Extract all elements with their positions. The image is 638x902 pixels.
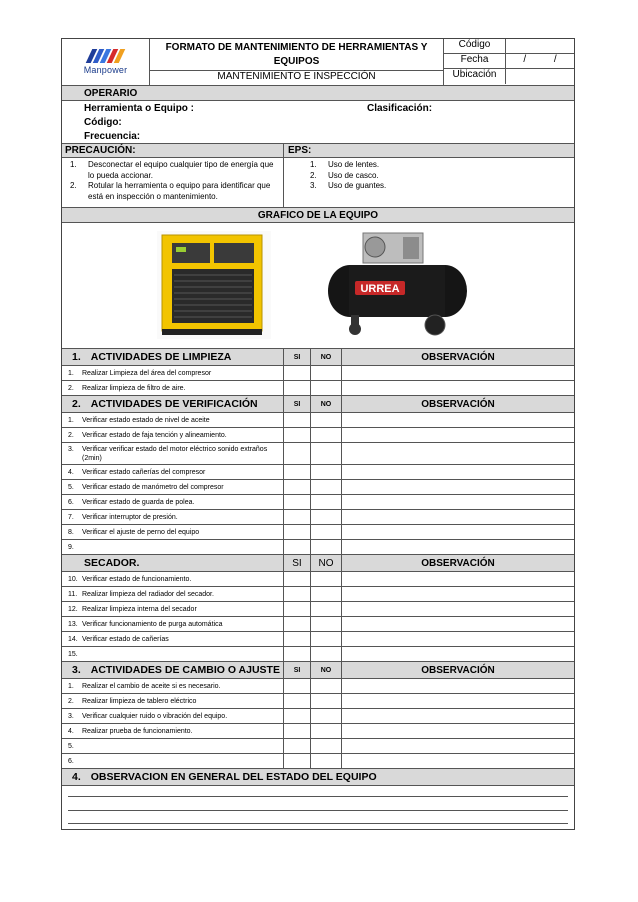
si-checkbox[interactable]	[284, 587, 311, 601]
maintenance-form	[61, 38, 575, 830]
observacion-header	[62, 769, 574, 786]
operario-label: OPERARIO	[62, 86, 574, 100]
no-checkbox[interactable]	[311, 709, 342, 723]
list-item: 2. Verificar estado de faja tención y alineamiento.	[62, 428, 574, 443]
obs-field[interactable]	[342, 632, 574, 646]
si-checkbox[interactable]	[284, 617, 311, 631]
obs-field[interactable]	[342, 572, 574, 586]
herramienta-label: Herramienta o Equipo :	[84, 103, 195, 115]
obs-field[interactable]	[342, 694, 574, 708]
obs-field[interactable]	[342, 587, 574, 601]
no-checkbox[interactable]	[311, 754, 342, 768]
verificacion-si: SI	[284, 396, 311, 412]
obs-field[interactable]	[342, 617, 574, 631]
eps-item: 2. Uso de casco.	[310, 170, 379, 180]
manpower-logo-mark	[89, 49, 122, 63]
list-item: 8. Verificar el ajuste de perno del equipo	[62, 525, 574, 540]
secador-title: SECADOR.	[62, 555, 284, 571]
no-checkbox[interactable]	[311, 617, 342, 631]
equipment-info	[62, 101, 574, 144]
obs-field[interactable]	[342, 709, 574, 723]
no-checkbox[interactable]	[311, 428, 342, 442]
si-checkbox[interactable]	[284, 724, 311, 738]
list-item: 15.	[62, 647, 574, 662]
form-title: FORMATO DE MANTENIMIENTO DE HERRAMIENTAS Y EQUIPOS	[165, 42, 428, 67]
no-checkbox[interactable]	[311, 679, 342, 693]
precaucion-title: PRECAUCIÓN:	[62, 144, 284, 157]
cambio-obs: OBSERVACIÓN	[421, 664, 495, 676]
obs-field[interactable]	[342, 647, 574, 661]
frecuencia-label: Frecuencia:	[84, 130, 141, 142]
obs-field[interactable]	[342, 465, 574, 479]
observacion-title: 4. OBSERVACION EN GENERAL DEL ESTADO DEL EQUIPO	[72, 771, 377, 783]
compressor-brand-label: URREA	[360, 283, 400, 295]
no-checkbox[interactable]	[311, 443, 342, 464]
no-checkbox[interactable]	[311, 694, 342, 708]
obs-field[interactable]	[342, 724, 574, 738]
obs-field[interactable]	[342, 540, 574, 554]
verificacion-no: NO	[311, 396, 342, 412]
obs-field[interactable]	[342, 428, 574, 442]
no-checkbox[interactable]	[311, 724, 342, 738]
list-item: 7. Verificar interruptor de presión.	[62, 510, 574, 525]
si-checkbox[interactable]	[284, 525, 311, 539]
eps-list	[284, 158, 574, 207]
limpieza-title: 1. ACTIVIDADES DE LIMPIEZA	[62, 349, 284, 365]
list-item: 3. Verificar verificar estado del motor eléctrico sonido extraños (2min)	[62, 443, 574, 465]
no-checkbox[interactable]	[311, 632, 342, 646]
si-checkbox[interactable]	[284, 495, 311, 509]
si-checkbox[interactable]	[284, 572, 311, 586]
ubicacion-label: Ubicación	[444, 69, 506, 84]
obs-field[interactable]	[342, 510, 574, 524]
precaucion-list	[62, 158, 284, 207]
codigo-label: Código	[444, 39, 506, 53]
air-compressor-image	[315, 229, 475, 341]
list-item: 2. Realizar limpieza de filtro de aire.	[62, 381, 574, 396]
list-item: 3. Verificar cualquier ruido o vibración del equipo.	[62, 709, 574, 724]
obs-field[interactable]	[342, 525, 574, 539]
fecha-value[interactable]: / /	[523, 54, 557, 65]
no-checkbox[interactable]	[311, 540, 342, 554]
secador-header	[62, 555, 574, 572]
precaucion-eps-header	[62, 144, 574, 158]
no-checkbox[interactable]	[311, 572, 342, 586]
no-checkbox[interactable]	[311, 647, 342, 661]
precaucion-item: 1. Desconectar el equipo cualquier tipo de energía que lo pueda accionar.	[70, 160, 274, 180]
codigo-value[interactable]	[506, 39, 574, 53]
cambio-no: NO	[311, 662, 342, 678]
secador-no: NO	[311, 555, 342, 571]
precaucion-item: 2. Rotular la herramienta o equipo para identificar que está en inspección o mantenimiento.	[70, 181, 271, 201]
limpieza-no: NO	[311, 349, 342, 365]
list-item: 1. Realizar Limpieza del área del compresor	[62, 366, 574, 381]
observacion-lines[interactable]	[62, 786, 574, 829]
list-item: 12. Realizar limpieza interna del secador	[62, 602, 574, 617]
fecha-label: Fecha	[444, 54, 506, 68]
si-checkbox[interactable]	[284, 428, 311, 442]
si-checkbox[interactable]	[284, 694, 311, 708]
operario-row	[62, 86, 574, 101]
codigo-info-label: Código:	[84, 117, 122, 128]
obs-field[interactable]	[342, 495, 574, 509]
form-header	[62, 39, 574, 86]
no-checkbox[interactable]	[311, 465, 342, 479]
list-item: 5.	[62, 739, 574, 754]
list-item: 6.	[62, 754, 574, 769]
secador-si: SI	[284, 555, 311, 571]
no-checkbox[interactable]	[311, 381, 342, 395]
list-item: 10. Verificar estado de funcionamiento.	[62, 572, 574, 587]
logo-text: Manpower	[83, 65, 128, 75]
list-item: 4. Verificar estado cañerías del compresor	[62, 465, 574, 480]
observacion-line	[68, 810, 568, 811]
si-checkbox[interactable]	[284, 366, 311, 380]
obs-field[interactable]	[342, 443, 574, 464]
list-item: 4. Realizar prueba de funcionamiento.	[62, 724, 574, 739]
list-item: 6. Verificar estado de guarda de polea.	[62, 495, 574, 510]
obs-field[interactable]	[342, 381, 574, 395]
observacion-line	[68, 823, 568, 824]
no-checkbox[interactable]	[311, 525, 342, 539]
si-checkbox[interactable]	[284, 381, 311, 395]
obs-field[interactable]	[342, 679, 574, 693]
air-dryer-image	[154, 229, 274, 341]
no-checkbox[interactable]	[311, 739, 342, 753]
no-checkbox[interactable]	[311, 366, 342, 380]
list-item: 5. Verificar estado de manómetro del compresor	[62, 480, 574, 495]
list-item: 1. Verificar estado estado de nivel de aceite	[62, 413, 574, 428]
obs-field[interactable]	[342, 413, 574, 427]
precaucion-eps-body	[62, 158, 574, 208]
obs-field[interactable]	[342, 366, 574, 380]
no-checkbox[interactable]	[311, 510, 342, 524]
si-checkbox[interactable]	[284, 540, 311, 554]
si-checkbox[interactable]	[284, 739, 311, 753]
verificacion-title: 2. ACTIVIDADES DE VERIFICACIÓN	[62, 396, 284, 412]
cambio-si: SI	[284, 662, 311, 678]
equipment-images	[62, 223, 574, 349]
header-meta	[444, 39, 574, 85]
list-item: 14. Verificar estado de cañerías	[62, 632, 574, 647]
eps-title: EPS:	[284, 144, 574, 157]
list-item: 1. Realizar el cambio de aceite si es necesario.	[62, 679, 574, 694]
grafico-title: GRAFICO DE LA EQUIPO	[62, 208, 574, 222]
manpower-logo	[62, 39, 150, 85]
limpieza-si: SI	[284, 349, 311, 365]
cambio-title: 3. ACTIVIDADES DE CAMBIO O AJUSTE	[62, 662, 284, 678]
limpieza-header	[62, 349, 574, 366]
si-checkbox[interactable]	[284, 632, 311, 646]
obs-field[interactable]	[342, 754, 574, 768]
no-checkbox[interactable]	[311, 602, 342, 616]
si-checkbox[interactable]	[284, 480, 311, 494]
list-item: 13. Verificar funcionamiento de purga automática	[62, 617, 574, 632]
observacion-line	[68, 796, 568, 797]
list-item: 2. Realizar limpieza de tablero eléctrico	[62, 694, 574, 709]
si-checkbox[interactable]	[284, 510, 311, 524]
si-checkbox[interactable]	[284, 602, 311, 616]
si-checkbox[interactable]	[284, 647, 311, 661]
list-item: 9.	[62, 540, 574, 555]
no-checkbox[interactable]	[311, 480, 342, 494]
clasificacion-label: Clasificación:	[367, 103, 433, 115]
si-checkbox[interactable]	[284, 709, 311, 723]
verificacion-header	[62, 396, 574, 413]
si-checkbox[interactable]	[284, 754, 311, 768]
ubicacion-value[interactable]	[506, 69, 574, 84]
verificacion-obs: OBSERVACIÓN	[421, 398, 495, 410]
eps-item: 1. Uso de lentes.	[310, 160, 380, 169]
si-checkbox[interactable]	[284, 443, 311, 464]
list-item: 11. Realizar limpieza del radiador del secador.	[62, 587, 574, 602]
grafico-header	[62, 208, 574, 223]
obs-field[interactable]	[342, 602, 574, 616]
eps-item: 3. Uso de guantes.	[310, 181, 387, 190]
no-checkbox[interactable]	[311, 413, 342, 427]
obs-field[interactable]	[342, 480, 574, 494]
header-title-block	[150, 39, 444, 85]
obs-field[interactable]	[342, 739, 574, 753]
no-checkbox[interactable]	[311, 495, 342, 509]
si-checkbox[interactable]	[284, 413, 311, 427]
cambio-header	[62, 662, 574, 679]
no-checkbox[interactable]	[311, 587, 342, 601]
si-checkbox[interactable]	[284, 465, 311, 479]
secador-obs: OBSERVACIÓN	[421, 557, 495, 569]
si-checkbox[interactable]	[284, 679, 311, 693]
form-subtitle: MANTENIMIENTO E INSPECCIÓN	[150, 70, 443, 85]
limpieza-obs: OBSERVACIÓN	[421, 351, 495, 363]
